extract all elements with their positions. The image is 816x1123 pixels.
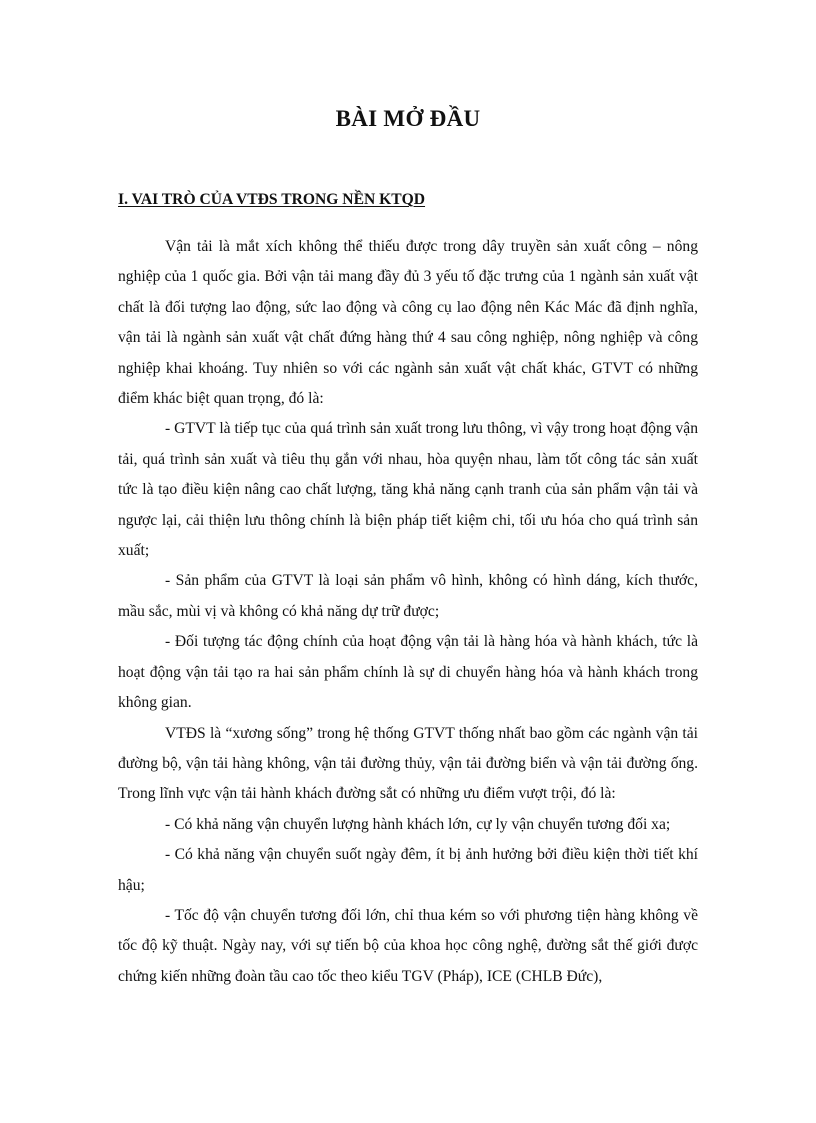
- paragraph-intro: Vận tải là mắt xích không thể thiếu được trong dây truyền sản xuất công – nông nghiệp của 1 quốc gia. Bởi vận tải mang đầy đủ 3 yếu tố đặc trưng của 1 ngành sản xuất vật chất là đối tượng lao động, sức lao động và công cụ lao động nên Kác Mác đã định nghĩa, vận tải là ngành sản xuất vật chất đứng hàng thứ 4 sau công nghiệp, nông nghiệp và công nghiệp khai khoáng. Tuy nhiên so với các ngành sản xuất vật chất khác, GTVT có những điểm khác biệt quan trọng, đó là:: [118, 238, 698, 408]
- paragraph-backbone: VTĐS là “xương sống” trong hệ thống GTVT thống nhất bao gồm các ngành vận tải đường bộ, vận tải hàng không, vận tải đường thủy, vận tải đường biển và vận tải đường ống. Trong lĩnh vực vận tải hành khách đường sắt có những ưu điểm vượt trội, đó là:: [118, 724, 698, 803]
- paragraph-bullet-weather: - Có khả năng vận chuyển suốt ngày đêm, ít bị ảnh hưởng bởi điều kiện thời tiết khí hậu;: [118, 846, 698, 894]
- paragraph-bullet-speed: - Tốc độ vận chuyển tương đối lớn, chỉ thua kém so với phương tiện hàng không về tốc độ kỹ thuật. Ngày nay, với sự tiến bộ của khoa học công nghệ, đường sắt thế giới được chứng kiến những đoàn tầu cao tốc theo kiểu TGV (Pháp), ICE (CHLB Đức),: [118, 906, 698, 985]
- paragraph-bullet-capacity: - Có khả năng vận chuyển lượng hành khách lớn, cự ly vận chuyển tương đối xa;: [165, 815, 671, 833]
- paragraph-bullet-circulation: - GTVT là tiếp tục của quá trình sản xuất trong lưu thông, vì vậy trong hoạt động vận tải, quá trình sản xuất và tiêu thụ gắn với nhau, hòa quyện nhau, làm tốt công tác sản xuất tức là tạo điều kiện nâng cao chất lượng, tăng khả năng cạnh tranh của sản phẩm vận tải và ngược lại, cải thiện lưu thông chính là biện pháp tiết kiệm chi, tối ưu hóa cho quá trình sản xuất;: [118, 420, 698, 560]
- page-title: BÀI MỞ ĐẦU: [335, 106, 481, 131]
- document-body: [118, 232, 698, 992]
- paragraph-bullet-object: - Đối tượng tác động chính của hoạt động vận tải là hàng hóa và hành khách, tức là hoạt động vận tải tạo ra hai sản phẩm chính là sự di chuyển hàng hóa và hành khách trong không gian.: [118, 633, 698, 712]
- section-heading: I. VAI TRÒ CỦA VTĐS TRONG NỀN KTQD: [118, 191, 426, 208]
- paragraph-bullet-intangible: - Sản phẩm của GTVT là loại sản phẩm vô hình, không có hình dáng, kích thước, mầu sắc, mùi vị và không có khả năng dự trữ được;: [118, 572, 698, 620]
